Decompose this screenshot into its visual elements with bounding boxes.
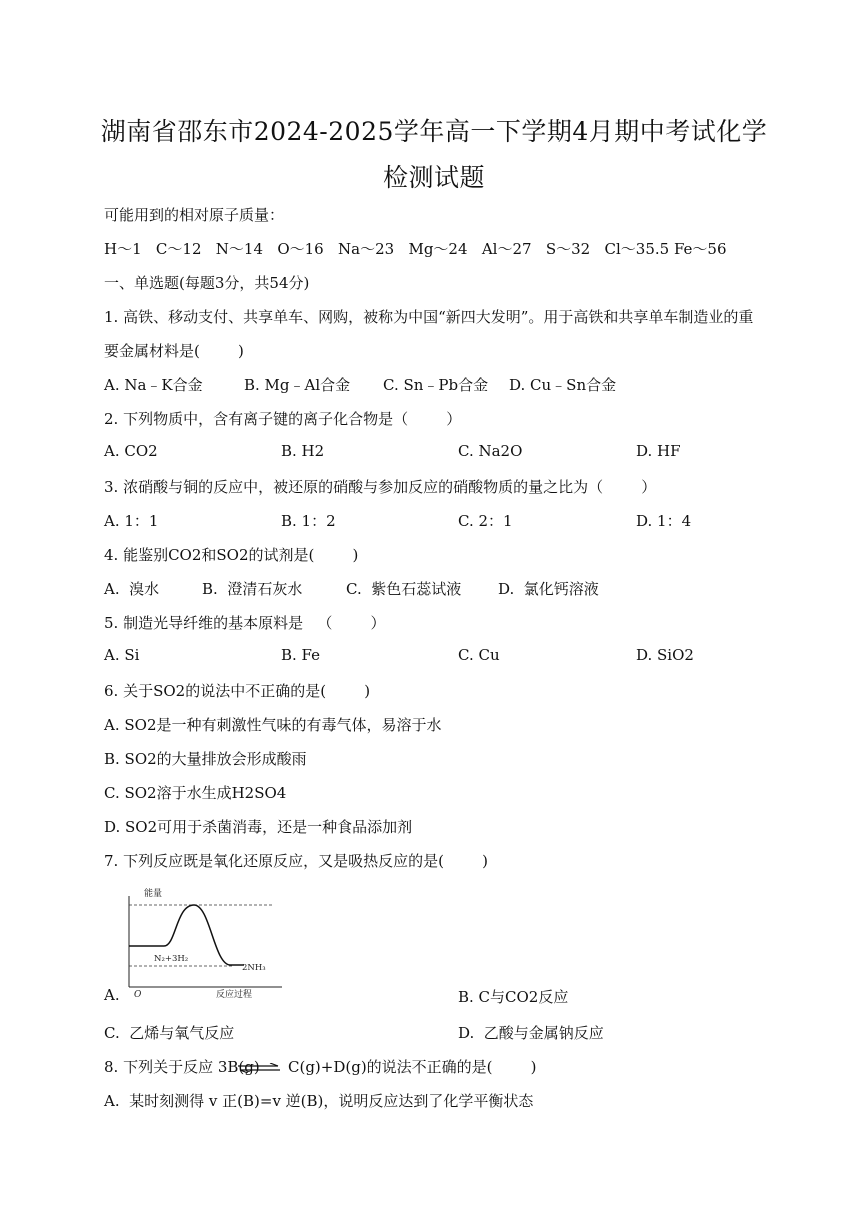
question-2-option-a: A. CO2 <box>104 442 158 460</box>
question-2-option-d: D. HF <box>636 442 681 460</box>
question-3-option-a: A. 1：1 <box>104 512 159 530</box>
question-8-stem-end: C(g)+D(g)的说法不正确的是( ) <box>288 1058 537 1076</box>
question-1-option-c: C. Sn﹣Pb合金 <box>383 376 489 394</box>
reaction-axis-label: 反应过程 <box>216 990 253 1000</box>
atomic-mass-list: H～1 C～12 N～14 O～16 Na～23 Mg～24 Al～27 S～32 Cl～35.5 Fe～56 <box>104 240 727 258</box>
question-3-option-c: C. 2：1 <box>458 512 513 530</box>
question-7-option-a: A. <box>104 986 120 1004</box>
page-title-line-1: 湖南省邵东市2024-2025学年高一下学期4月期中考试化学 <box>100 117 768 146</box>
question-2-option-c: C. Na2O <box>458 442 523 460</box>
question-6-option-c: C. SO2溶于水生成H2SO4 <box>104 784 287 802</box>
question-4-option-d: D. 氯化钙溶液 <box>498 580 599 598</box>
question-6-option-a: A. SO2是一种有刺激性气味的有毒气体，易溶于水 <box>104 716 442 734</box>
question-5-option-b: B. Fe <box>281 646 321 664</box>
question-6-stem: 6. 关于SO2的说法中不正确的是( ) <box>104 682 371 700</box>
question-8-option-a: A. 某时刻测得 v 正(B)=v 逆(B)，说明反应达到了化学平衡状态 <box>104 1092 534 1110</box>
question-4-option-c: C. 紫色石蕊试液 <box>346 580 462 598</box>
energy-axis-label: 能量 <box>144 889 163 899</box>
question-4-option-b: B. 澄清石灰水 <box>202 580 303 598</box>
energy-diagram <box>104 884 284 1002</box>
products-label: 2NH₃ <box>242 963 266 973</box>
question-2-option-b: B. H2 <box>281 442 325 460</box>
question-3-option-d: D. 1：4 <box>636 512 692 530</box>
question-1-option-d: D. Cu﹣Sn合金 <box>509 376 617 394</box>
question-3-option-b: B. 1：2 <box>281 512 336 530</box>
question-3-stem: 3. 浓硝酸与铜的反应中，被还原的硝酸与参加反应的硝酸物质的量之比为（ ） <box>104 478 657 496</box>
question-7-option-b: B. C与CO2反应 <box>458 988 569 1006</box>
question-5-option-c: C. Cu <box>458 646 500 664</box>
reactants-label: N₂+3H₂ <box>154 954 189 964</box>
origin-label: O <box>134 990 142 1000</box>
question-1-option-a: A. Na﹣K合金 <box>104 376 203 394</box>
question-2-stem: 2. 下列物质中，含有离子键的离子化合物是（ ） <box>104 410 462 428</box>
page-title-line-2: 检测试题 <box>382 163 485 192</box>
question-5-option-a: A. Si <box>104 646 140 664</box>
question-1-option-b: B. Mg﹣Al合金 <box>244 376 351 394</box>
question-7-option-c: C. 乙烯与氧气反应 <box>104 1024 235 1042</box>
equilibrium-arrow-icon <box>236 1058 282 1068</box>
question-8-stem-start: 8. 下列关于反应 3B(g) <box>104 1058 260 1076</box>
question-1-stem-line-2: 要金属材料是( ) <box>104 342 244 360</box>
question-4-stem: 4. 能鉴别CO2和SO2的试剂是( ) <box>104 546 359 564</box>
question-4-option-a: A. 溴水 <box>104 580 160 598</box>
question-7-option-d: D. 乙酸与金属钠反应 <box>458 1024 604 1042</box>
question-6-option-b: B. SO2的大量排放会形成酸雨 <box>104 750 307 768</box>
section-heading: 一、单选题(每题3分，共54分) <box>104 274 310 292</box>
question-1-stem-line-1: 1. 高铁、移动支付、共享单车、网购，被称为中国“新四大发明”。用于高铁和共享单车制造业的重 <box>104 308 754 326</box>
question-5-stem: 5. 制造光导纤维的基本原料是 （ ） <box>104 614 386 632</box>
atomic-mass-label: 可能用到的相对原子质量： <box>104 206 285 224</box>
question-6-option-d: D. SO2可用于杀菌消毒，还是一种食品添加剂 <box>104 818 413 836</box>
question-5-option-d: D. SiO2 <box>636 646 694 664</box>
question-7-stem: 7. 下列反应既是氧化还原反应，又是吸热反应的是( ) <box>104 852 488 870</box>
